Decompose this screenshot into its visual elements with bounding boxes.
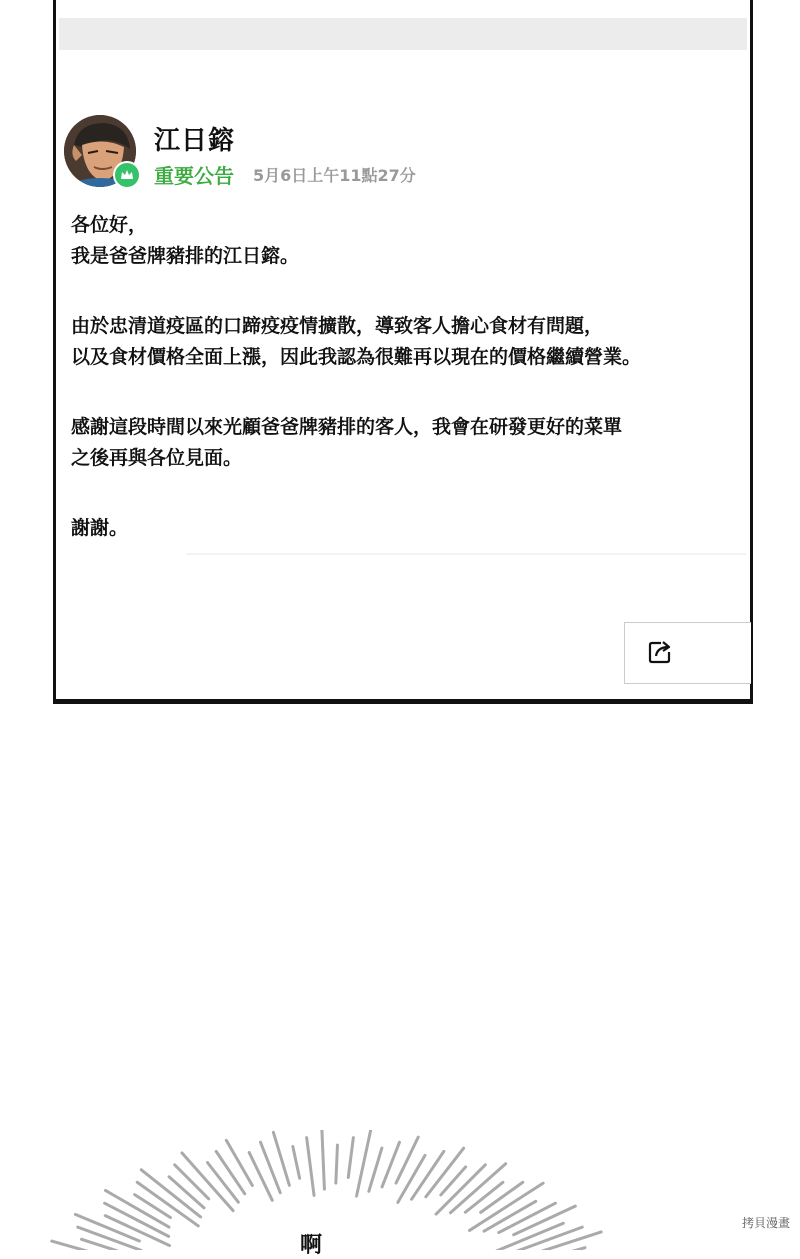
speed-line: [135, 1195, 171, 1218]
speed-line: [208, 1163, 239, 1203]
body-line: 以及食材價格全面上漲，因此我認為很難再以現在的價格繼續營業。: [71, 346, 642, 368]
body-line: 由於忠清道疫區的口蹄疫疫情擴散，導致客人擔心食材有問題，: [71, 315, 604, 337]
paragraph-greeting: [71, 210, 741, 272]
speed-line: [481, 1182, 523, 1212]
divider: [186, 553, 746, 555]
body-line: 我是爸爸牌豬排的江日鎔。: [71, 245, 300, 267]
speed-line: [465, 1182, 503, 1212]
speed-line: [322, 1130, 325, 1189]
sound-effect-text: 啊: [300, 1233, 323, 1258]
speed-line: [470, 1183, 544, 1230]
body-line: 之後再與各位見面。: [71, 447, 243, 469]
speed-line: [175, 1165, 209, 1199]
post-body: [71, 210, 741, 583]
speed-line: [293, 1147, 300, 1179]
share-button[interactable]: [624, 622, 751, 684]
speed-line: [169, 1177, 204, 1208]
speed-line: [348, 1138, 353, 1178]
watermark: 拷貝漫畫: [741, 1216, 790, 1230]
speed-line: [307, 1138, 314, 1196]
speed-line: [216, 1151, 245, 1193]
paragraph-thanks: [71, 412, 741, 474]
header-strip: [59, 18, 747, 50]
body-line: 謝謝。: [71, 517, 129, 539]
body-line: 各位好，: [71, 214, 148, 236]
paragraph-closing: [71, 513, 741, 544]
speed-line: [398, 1155, 425, 1202]
post-timestamp: 5月6日上午11點27分: [253, 166, 416, 185]
speed-line: [226, 1140, 252, 1185]
crown-icon: [113, 161, 141, 189]
speed-line: [357, 1131, 371, 1196]
body-line: 感謝這段時間以來光顧爸爸牌豬排的客人，我會在研發更好的菜單: [71, 416, 623, 438]
notice-card: [53, 0, 753, 702]
paragraph-reason: [71, 311, 741, 373]
important-notice-tag: 重要公告: [154, 164, 234, 188]
author-name[interactable]: 江日鎔: [154, 126, 236, 156]
speed-lines: [40, 1130, 660, 1250]
speed-line: [336, 1145, 338, 1183]
speed-line: [137, 1182, 198, 1226]
speed-line: [369, 1148, 382, 1191]
share-icon: [647, 639, 673, 665]
